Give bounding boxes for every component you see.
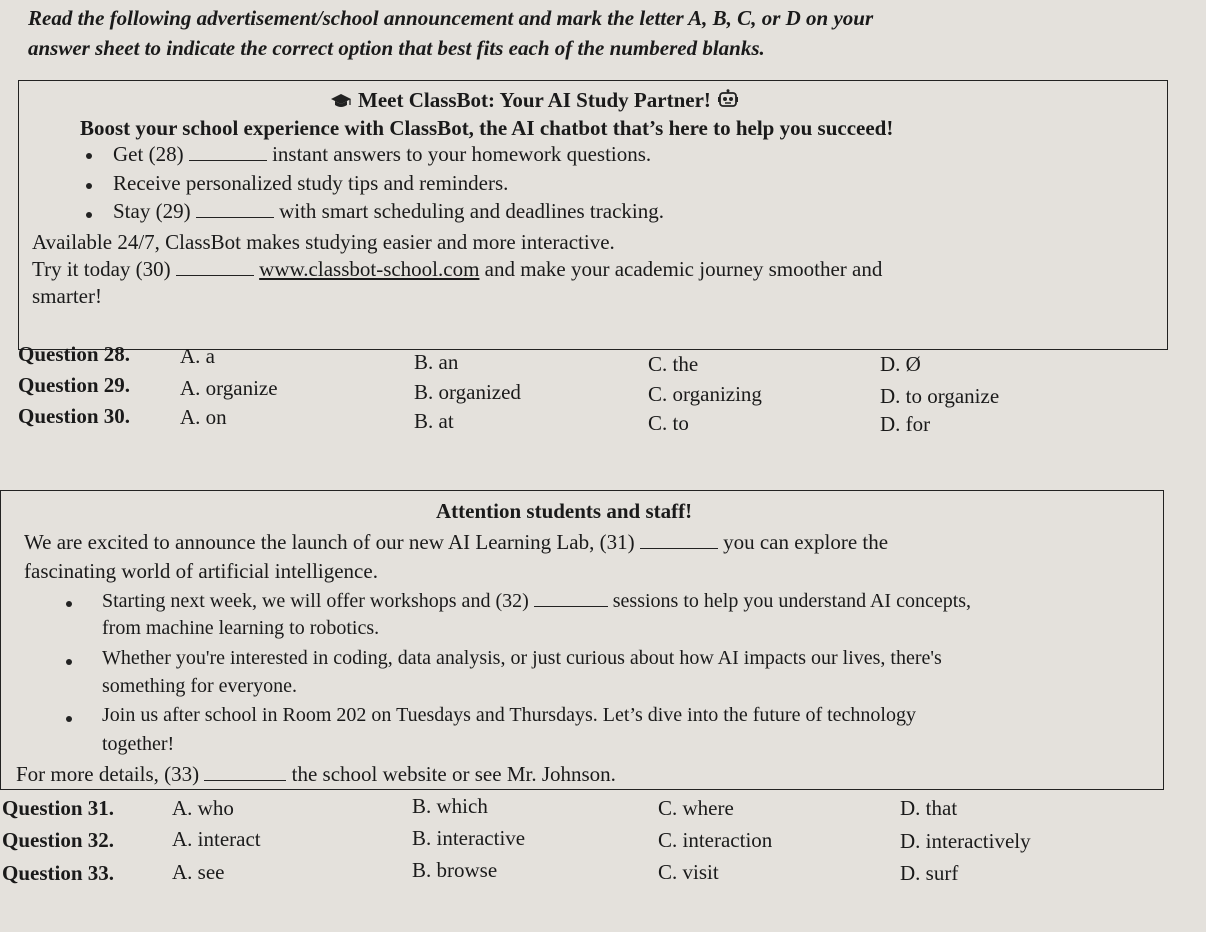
announcement-more-pre: For more details, (33) xyxy=(16,762,200,786)
question-30-option-c: C. to xyxy=(648,411,689,435)
question-32-option-c: C. interaction xyxy=(658,828,773,852)
announcement-bullet-32 xyxy=(102,590,971,613)
ad-try-line xyxy=(32,257,882,282)
question-33-option-c: C. visit xyxy=(658,860,719,884)
ad-bullet-28 xyxy=(113,142,651,167)
question-28-label: Question 28. xyxy=(18,342,131,366)
question-30-option-d: D. for xyxy=(880,412,931,436)
question-28-option-a: A. a xyxy=(180,344,215,368)
question-29-option-a: A. organize xyxy=(180,376,278,400)
question-33-option-a: A. see xyxy=(172,860,225,884)
question-31-option-a: A. who xyxy=(172,796,234,820)
announcement-more-post: the school website or see Mr. Johnson. xyxy=(291,762,616,786)
announcement-p1-post: you can explore the xyxy=(723,530,889,554)
bullet-dot xyxy=(66,716,72,722)
announcement-para-line-2: fascinating world of artificial intelligence. xyxy=(24,559,378,583)
ad-bullet-tips: Receive personalized study tips and reminders. xyxy=(113,171,509,195)
question-32-option-a: A. interact xyxy=(172,827,261,851)
question-33-option-b: B. browse xyxy=(412,858,498,882)
bullet-dot xyxy=(66,601,72,607)
question-33-option-d: D. surf xyxy=(900,861,959,885)
question-31-option-c: C. where xyxy=(658,796,734,820)
question-29-option-c: C. organizing xyxy=(648,382,762,406)
instructions-line-1: Read the following advertisement/school announcement and mark the letter A, B, C, or D on your xyxy=(28,6,874,30)
question-32-option-d: D. interactively xyxy=(900,829,1031,853)
question-30-option-a: A. on xyxy=(180,405,227,429)
announcement-b1-pre: Starting next week, we will offer workshops and (32) xyxy=(102,590,529,612)
ad-availability: Available 24/7, ClassBot makes studying easier and more interactive. xyxy=(32,230,615,254)
question-31-label: Question 31. xyxy=(2,796,115,820)
blank-30 xyxy=(176,274,254,276)
announcement-bullet-interests-cont: something for everyone. xyxy=(102,675,297,697)
bullet-dot xyxy=(86,153,92,159)
question-28-option-b: B. an xyxy=(414,350,459,374)
ad-intro: Boost your school experience with ClassBot, the AI chatbot that’s here to help you succeed! xyxy=(80,116,894,140)
robot-icon xyxy=(717,89,739,111)
announcement-bullet-interests: Whether you're interested in coding, data analysis, or just curious about how AI impacts our lives, there's xyxy=(102,647,942,669)
announcement-p1-pre: We are excited to announce the launch of our new AI Learning Lab, (31) xyxy=(24,530,635,554)
blank-31 xyxy=(640,547,718,549)
announcement-bullet-32-cont: from machine learning to robotics. xyxy=(102,617,380,639)
ad-bullet-29-post: with smart scheduling and deadlines tracking. xyxy=(279,199,664,223)
question-29-option-d: D. to organize xyxy=(880,384,1000,408)
ad-title-text: Meet ClassBot: Your AI Study Partner! xyxy=(358,88,711,112)
question-31-option-d: D. that xyxy=(900,796,958,820)
ad-try-post: and make your academic journey smoother and xyxy=(484,257,883,281)
graduation-cap-icon xyxy=(330,93,352,109)
blank-28 xyxy=(189,159,267,161)
question-33-label: Question 33. xyxy=(2,861,115,885)
announcement-para-line-1 xyxy=(24,530,888,555)
announcement-more-details xyxy=(16,762,616,787)
ad-bullet-28-post: instant answers to your homework questions. xyxy=(272,142,652,166)
question-28-option-d: D. Ø xyxy=(880,352,921,376)
bullet-dot xyxy=(86,183,92,189)
ad-bullet-29 xyxy=(113,199,664,224)
bullet-dot xyxy=(86,212,92,218)
blank-29 xyxy=(196,216,274,218)
question-32-option-b: B. interactive xyxy=(412,826,526,850)
blank-33 xyxy=(204,779,286,781)
ad-bullet-28-pre: Get (28) xyxy=(113,142,184,166)
announcement-title: Attention students and staff! xyxy=(436,499,693,523)
ad-bullet-29-pre: Stay (29) xyxy=(113,199,191,223)
announcement-b1-post: sessions to help you understand AI concepts, xyxy=(612,590,972,612)
ad-try-end: smarter! xyxy=(32,284,102,308)
ad-url: www.classbot-school.com xyxy=(259,257,480,281)
question-28-option-c: C. the xyxy=(648,352,699,376)
instructions-line-2: answer sheet to indicate the correct option that best fits each of the numbered blanks. xyxy=(28,36,765,60)
ad-try-pre: Try it today (30) xyxy=(32,257,171,281)
announcement-bullet-room: Join us after school in Room 202 on Tuesdays and Thursdays. Let’s dive into the future of technology xyxy=(102,704,916,726)
announcement-bullet-room-cont: together! xyxy=(102,733,175,755)
question-32-label: Question 32. xyxy=(2,828,115,852)
question-31-option-b: B. which xyxy=(412,794,488,818)
question-30-label: Question 30. xyxy=(18,404,131,428)
question-30-option-b: B. at xyxy=(414,409,454,433)
bullet-dot xyxy=(66,659,72,665)
ad-title xyxy=(330,88,739,113)
question-29-label: Question 29. xyxy=(18,373,131,397)
blank-32 xyxy=(534,605,608,607)
question-29-option-b: B. organized xyxy=(414,380,521,404)
